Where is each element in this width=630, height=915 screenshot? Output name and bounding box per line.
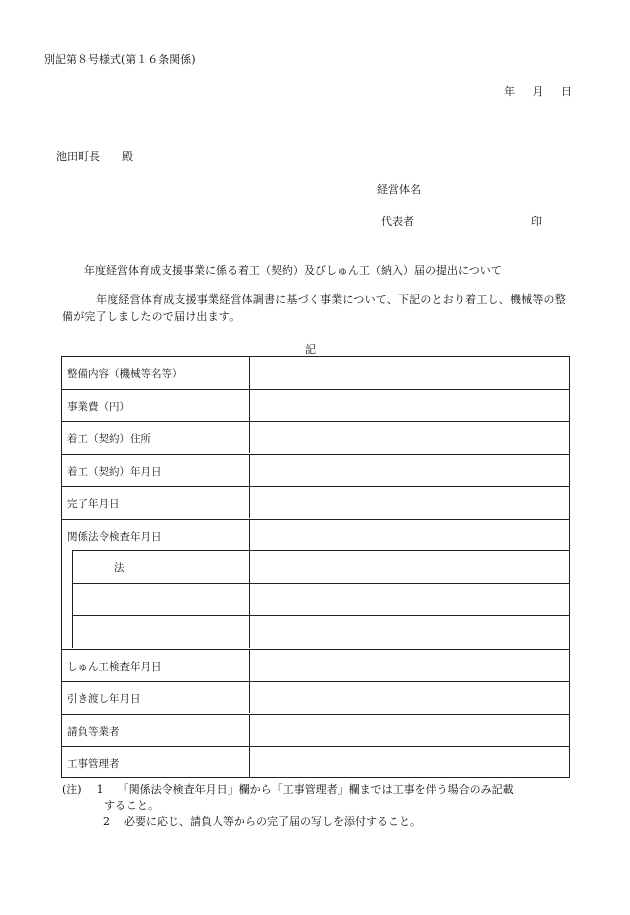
row-value-cell[interactable]: [249, 550, 569, 583]
form-number: 別記第８号様式(第１６条関係): [44, 53, 196, 66]
table-row: [62, 714, 569, 746]
row-value-cell[interactable]: [249, 583, 569, 616]
note-text: 「関係法令検査年月日」欄から「工事管理者」欄までは工事を伴う場合のみ記載: [117, 783, 514, 796]
row-label: 関係法令検査年月日: [67, 531, 162, 543]
row-value-cell[interactable]: [249, 715, 569, 746]
addressee-honorific: 殿: [122, 150, 133, 163]
note-continuation: すること。: [104, 799, 159, 812]
table-row: [62, 357, 569, 389]
date-month: 月: [532, 85, 544, 98]
addressee-name: 池田町長: [56, 150, 100, 163]
row-label: 事業費（円）: [67, 401, 130, 413]
row-value-cell[interactable]: [249, 682, 569, 713]
addressee: [56, 148, 133, 164]
notes: [62, 782, 582, 830]
row-value-cell[interactable]: [249, 520, 569, 551]
table-row: [62, 421, 569, 453]
table-row-sub: [62, 584, 569, 616]
row-label: 引き渡し年月日: [67, 693, 141, 705]
date-year: 年: [504, 85, 515, 98]
note-item: [62, 782, 582, 798]
form-table: [61, 356, 570, 778]
row-label: 整備内容（機械等名等）: [67, 368, 183, 380]
seal-label: 印: [531, 215, 542, 228]
note-item: [62, 814, 582, 830]
table-row: [62, 454, 569, 486]
table-row: [62, 681, 569, 713]
table-row-sub: [62, 551, 569, 583]
row-value-cell[interactable]: [249, 357, 569, 389]
note-number: 1: [96, 783, 104, 796]
note-number: 2: [103, 815, 110, 828]
row-value-cell[interactable]: [249, 747, 569, 777]
row-label: しゅん工検査年月日: [67, 661, 162, 673]
row-label: 工事管理者: [67, 758, 120, 770]
table-row: [62, 649, 569, 681]
row-value-cell[interactable]: [249, 455, 569, 486]
table-row: [62, 746, 569, 777]
row-value-cell[interactable]: [249, 487, 569, 518]
row-value-cell[interactable]: [249, 615, 569, 648]
note-text: 必要に応じ、請負人等からの完了届の写しを添付すること。: [124, 815, 421, 828]
entity-name-label: 経営体名: [377, 183, 421, 196]
ki-heading: 記: [305, 343, 316, 356]
row-value-cell[interactable]: [249, 422, 569, 453]
note-prefix: (注): [62, 783, 82, 796]
table-row-sub: [62, 616, 569, 648]
table-row: [62, 486, 569, 518]
row-label: 法: [114, 562, 125, 574]
date-line: [504, 83, 572, 99]
row-label: 着工（契約）住所: [67, 433, 151, 445]
row-label: 完了年月日: [67, 498, 120, 510]
row-label: 着工（契約）年月日: [67, 466, 162, 478]
representative-label: 代表者: [381, 215, 414, 228]
row-value-cell[interactable]: [249, 650, 569, 681]
table-row: [62, 389, 569, 421]
date-day: 日: [561, 85, 572, 98]
row-label: 請負等業者: [67, 726, 120, 738]
row-value-cell[interactable]: [249, 390, 569, 421]
document-title: 年度経営体育成支援事業に係る着工（契約）及びしゅん工（納入）届の提出について: [84, 264, 502, 277]
table-row: [62, 519, 569, 551]
body-text: 年度経営体育成支援事業経営体調書に基づく事業について、下記のとおり着工し、機械等の整備が完了しましたので届け出ます。: [62, 293, 566, 323]
